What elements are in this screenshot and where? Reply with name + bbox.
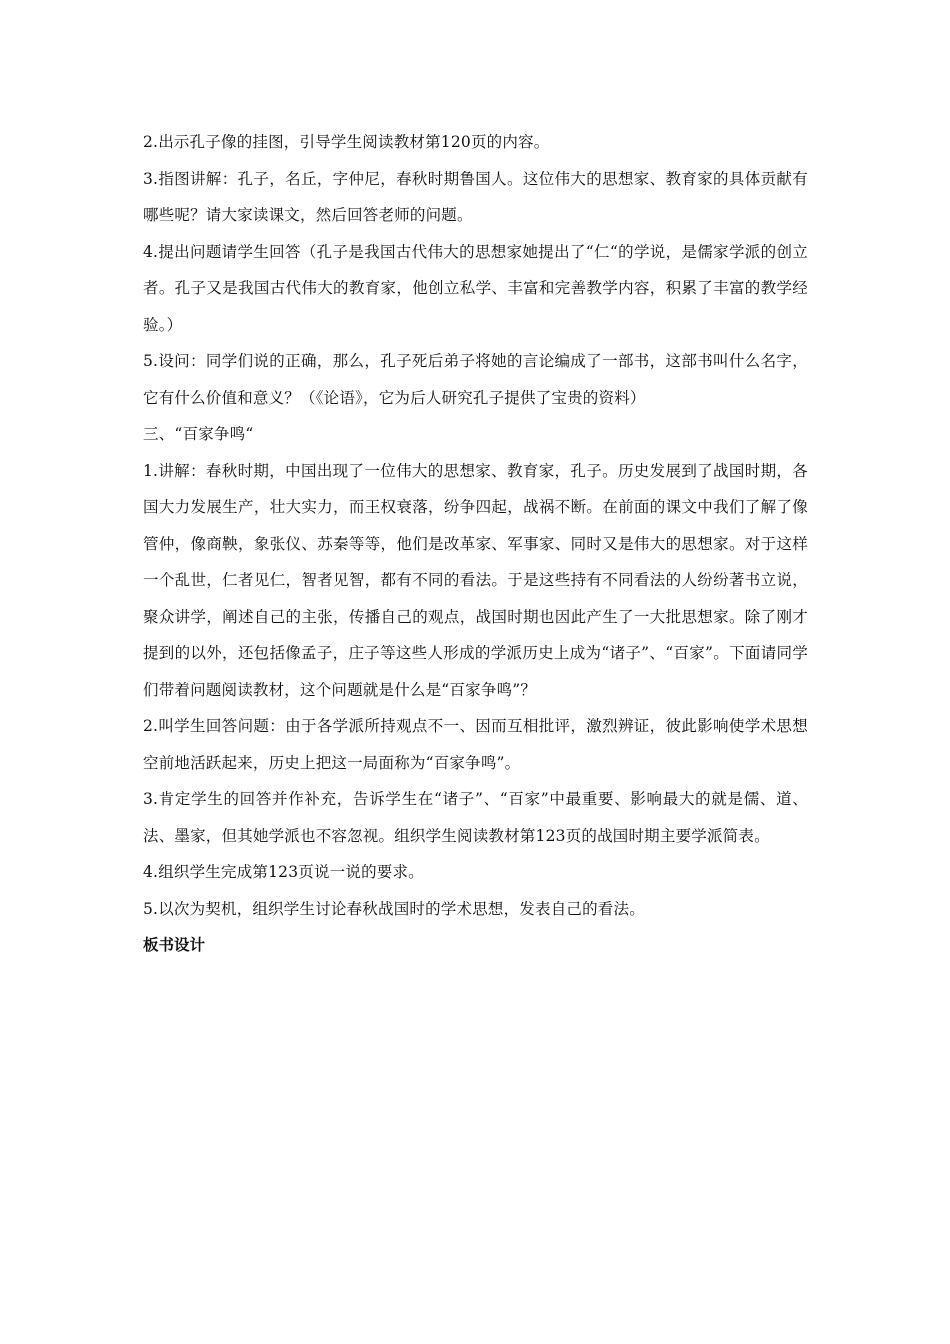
document-body xyxy=(143,124,808,964)
section-title-baijia: 三、“百家争鸣“ xyxy=(143,425,254,443)
board-design-heading: 板书设计 xyxy=(143,936,206,954)
paragraph-step-5: 5.设问：同学们说的正确，那么，孔子死后弟子将她的言论编成了一部书，这部书叫什么名字，它有什么价值和意义？（《论语》，它为后人研究孔子提供了宝贵的资料） xyxy=(143,352,808,407)
paragraph-step-2: 2.出示孔子像的挂图，引导学生阅读教材第120页的内容。 xyxy=(143,133,550,151)
paragraph-supplement-3: 3.肯定学生的回答并作补充，告诉学生在“诸子”、“百家”中最重要、影响最大的就是儒、道、法、墨家，但其她学派也不容忽视。组织学生阅读教材第123页的战国时期主要学派简表。 xyxy=(143,790,808,845)
paragraph-step-4: 4.提出问题请学生回答（孔子是我国古代伟大的思想家她提出了“仁“的学说，是儒家学派的创立者。孔子又是我国古代伟大的教育家，他创立私学、丰富和完善教学内容，积累了丰富的教学经验。） xyxy=(143,242,808,334)
paragraph-lecture-1: 1.讲解：春秋时期，中国出现了一位伟大的思想家、教育家，孔子。历史发展到了战国时期，各国大力发展生产，壮大实力，而王权衰落，纷争四起，战祸不断。在前面的课文中我们了解了像管仲，像商鞅，象张仪、苏秦等等，他们是改革家、军事家、同时又是伟大的思想家。对于这样一个乱世，仁者见仁，智者见智，都有不同的看法。于是这些持有不同看法的人纷纷著书立说，聚众讲学，阐述自己的主张，传播自己的观点，战国时期也因此产生了一大批思想家。除了刚才提到的以外，还包括像孟子，庄子等这些人形成的学派历史上成为“诸子”、“百家”。下面请同学们带着问题阅读教材，这个问题就是什么是“百家争鸣”？ xyxy=(143,461,808,699)
paragraph-step-3: 3.指图讲解：孔子，名丘，字仲尼，春秋时期鲁国人。这位伟大的思想家、教育家的具体贡献有哪些呢？请大家读课文，然后回答老师的问题。 xyxy=(143,169,808,224)
paragraph-task-4: 4.组织学生完成第123页说一说的要求。 xyxy=(143,863,424,881)
paragraph-discussion-5: 5.以次为契机，组织学生讨论春秋战国时的学术思想，发表自己的看法。 xyxy=(143,899,645,918)
paragraph-answer-2: 2.叫学生回答问题：由于各学派所持观点不一、因而互相批评，激烈辨证，彼此影响使学术思想空前地活跃起来，历史上把这一局面称为“百家争鸣”。 xyxy=(143,717,808,772)
